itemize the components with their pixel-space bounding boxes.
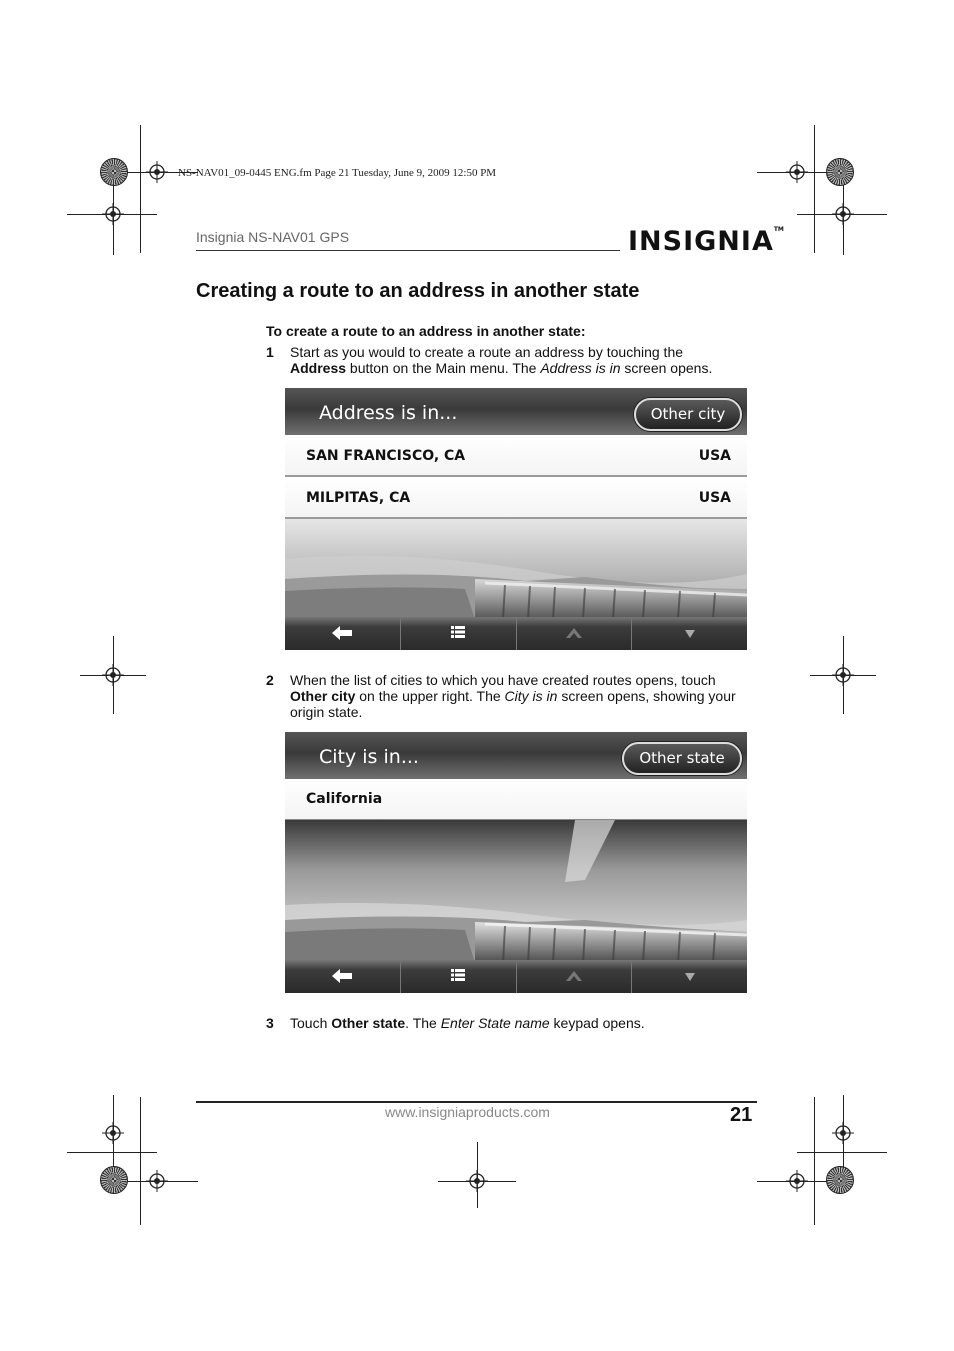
scroll-down-button[interactable]: [632, 960, 747, 993]
registration-mark-icon: [786, 161, 808, 183]
scroll-up-icon: [517, 626, 632, 642]
list-item[interactable]: [285, 779, 747, 820]
running-header: Insignia NS-NAV01 GPS: [196, 229, 350, 245]
step-number: 1: [266, 344, 274, 360]
list-item[interactable]: [285, 436, 747, 477]
list-button[interactable]: [401, 960, 517, 993]
screen-nav-bar: [285, 960, 747, 993]
back-arrow-icon: [285, 626, 400, 644]
scroll-up-button[interactable]: [517, 617, 633, 650]
screen-title: Address is in...: [319, 402, 458, 424]
registration-mark-icon: [102, 203, 124, 225]
registration-mark-icon: [832, 1122, 854, 1144]
header-rule: [196, 250, 620, 251]
page-number: 21: [730, 1104, 753, 1126]
country-name: USA: [698, 490, 731, 506]
other-state-button[interactable]: Other state: [622, 742, 742, 775]
step-text: Touch Other state. The Enter State name keypad opens.: [290, 1015, 645, 1031]
back-arrow-icon: [285, 969, 400, 987]
scroll-up-button[interactable]: [517, 960, 633, 993]
scroll-up-icon: [517, 969, 632, 985]
list-icon: [401, 969, 516, 985]
procedure-title: To create a route to an address in another state:: [266, 323, 586, 339]
registration-mark-icon: [832, 203, 854, 225]
step-number: 3: [266, 1015, 274, 1031]
screen-title-bar: [285, 732, 747, 779]
step-text: When the list of cities to which you have created routes opens, touch Other city on the upper right. The City is in screen opens, showing your origin state.: [290, 672, 736, 720]
gps-screen-city-is-in: [285, 732, 747, 993]
screen-title: City is in...: [319, 746, 419, 768]
registration-mark-icon: [146, 161, 168, 183]
footer-url: www.insigniaproducts.com: [385, 1104, 550, 1120]
list-button[interactable]: [401, 617, 517, 650]
section-title: Creating a route to an address in another state: [196, 280, 640, 302]
print-slug: NS-NAV01_09-0445 ENG.fm Page 21 Tuesday, June 9, 2009 12:50 PM: [178, 167, 497, 179]
state-name: California: [306, 791, 383, 807]
scroll-down-icon: [632, 626, 747, 642]
step-number: 2: [266, 672, 274, 688]
scroll-down-button[interactable]: [632, 617, 747, 650]
list-icon: [401, 626, 516, 642]
city-name: MILPITAS, CA: [306, 490, 411, 506]
step-text: Start as you would to create a route an address by touching the Address button on the Main menu. The Address is in screen opens.: [290, 344, 713, 376]
registration-mark-icon: [102, 1122, 124, 1144]
registration-mark-icon: [832, 664, 854, 686]
country-name: USA: [698, 448, 731, 464]
registration-mark-icon: [466, 1170, 488, 1192]
screen-nav-bar: [285, 617, 747, 650]
list-item[interactable]: [285, 478, 747, 519]
back-button[interactable]: [285, 960, 401, 993]
waterfall-background-image: [285, 820, 747, 963]
logo-text: INSIGNIA: [628, 226, 774, 257]
waterfall-background-image: [285, 519, 747, 619]
registration-mark-icon: [786, 1170, 808, 1192]
logo-tm: TM: [773, 226, 784, 233]
registration-mark-icon: [146, 1170, 168, 1192]
footer-rule: [196, 1101, 757, 1103]
insignia-logo: [628, 226, 784, 257]
city-name: SAN FRANCISCO, CA: [306, 448, 466, 464]
other-city-button[interactable]: Other city: [634, 398, 742, 431]
gps-screen-address-is-in: [285, 388, 747, 650]
registration-mark-icon: [102, 664, 124, 686]
back-button[interactable]: [285, 617, 401, 650]
screen-title-bar: [285, 388, 747, 435]
scroll-down-icon: [632, 969, 747, 985]
